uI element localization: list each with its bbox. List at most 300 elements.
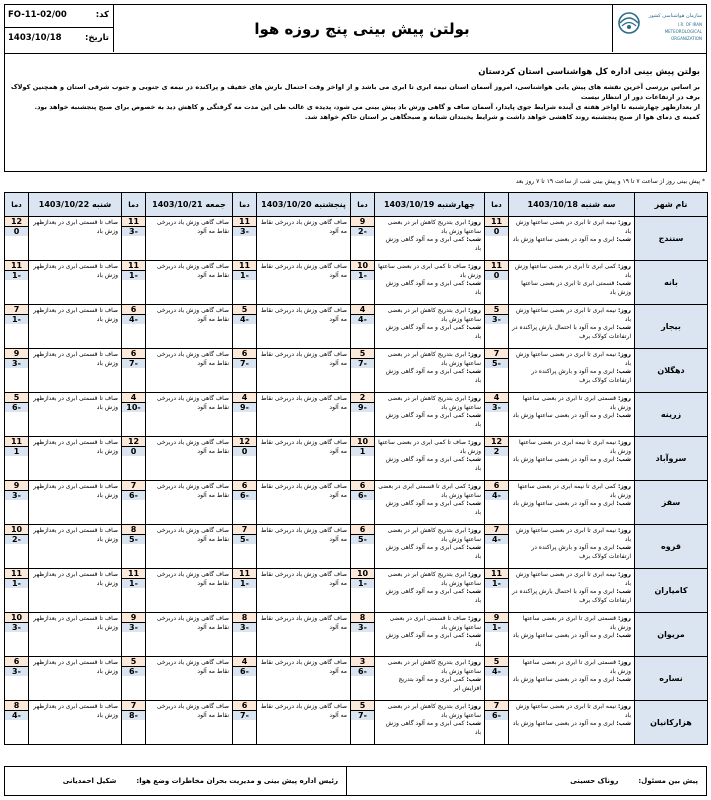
min-temp: -4 — [485, 491, 508, 500]
min-temp: -5 — [351, 535, 374, 544]
max-temp: 11 — [485, 261, 508, 271]
day-forecast-text: ابری بتدریج کاهش ابر در بعضی ساعتها وزش باد — [387, 527, 481, 543]
day-night-forecast — [509, 217, 635, 261]
day-forecast-text: قسمتی ابری تا ابری در بعضی ساعتها وزش باد — [522, 395, 631, 411]
night-forecast — [378, 500, 481, 517]
night-forecast-text: ابری و مه آلود در بعضی ساعتها وزش باد — [512, 236, 615, 243]
day-night-forecast — [375, 481, 485, 525]
min-temp: 0 — [122, 447, 145, 456]
night-label: شب: — [616, 676, 631, 683]
day-forecast — [378, 703, 481, 720]
max-temp: 7 — [485, 701, 508, 711]
temp-box — [351, 349, 374, 368]
day-forecast-text: صاف تا قسمتی ابری در بعضی ساعتها وزش باد — [389, 615, 481, 631]
temp-header: دما — [485, 193, 509, 217]
temp-cell — [122, 525, 146, 569]
day-forecast — [512, 703, 631, 720]
city-name: سنندج — [635, 217, 708, 261]
min-temp: -4 — [5, 711, 28, 720]
min-temp: -1 — [351, 271, 374, 280]
table-row — [5, 657, 708, 701]
forecast-text: صاف تا قسمتی ابری در بعدازظهر وزش باد — [29, 569, 122, 613]
night-forecast-text: ابری و مه آلود و بارش پراکنده در ارتفاعات کولاک برف — [531, 368, 631, 384]
max-temp: 11 — [5, 261, 28, 271]
max-temp: 11 — [5, 569, 28, 579]
max-temp: 9 — [485, 613, 508, 623]
min-temp: 0 — [5, 227, 28, 236]
temp-cell — [351, 613, 375, 657]
bulletin-page — [4, 4, 707, 796]
temp-cell — [5, 349, 29, 393]
max-temp: 4 — [233, 393, 256, 403]
day-header-thursday: پنجشنبه 1403/10/20 — [257, 193, 351, 217]
temp-cell — [233, 261, 257, 305]
intro-section — [4, 54, 707, 172]
night-forecast — [378, 280, 481, 297]
night-label: شب: — [616, 324, 631, 331]
temp-cell — [485, 657, 509, 701]
temp-box — [5, 305, 28, 324]
day-label: روز: — [467, 219, 481, 226]
day-forecast-text: ابری بتدریج کاهش ابر در بعضی ساعتها وزش باد — [387, 351, 481, 367]
min-temp: -7 — [233, 359, 256, 368]
min-temp: -1 — [485, 579, 508, 588]
temp-cell — [122, 349, 146, 393]
temp-cell — [122, 481, 146, 525]
temp-box — [5, 525, 28, 544]
night-label: شب: — [616, 236, 631, 243]
table-row — [5, 349, 708, 393]
forecast-text: صاف گاهی وزش باد دربرخی نقاط مه آلود — [146, 349, 233, 393]
forecast-table — [4, 192, 708, 745]
day-forecast — [378, 483, 481, 500]
day-forecast-text: کمی ابری تا ابری در بعضی ساعتها وزش باد — [514, 263, 631, 279]
day-night-forecast — [375, 525, 485, 569]
min-temp: -7 — [122, 359, 145, 368]
temp-cell — [485, 305, 509, 349]
temp-box — [233, 701, 256, 720]
table-row — [5, 305, 708, 349]
day-night-forecast — [509, 393, 635, 437]
night-forecast — [378, 544, 481, 561]
temp-cell — [233, 569, 257, 613]
day-forecast-text: ابری بتدریج کاهش ابر در بعضی ساعتها وزش باد — [387, 307, 481, 323]
department-head-name: شکیل احمدیانی — [62, 777, 117, 785]
table-row — [5, 261, 708, 305]
temp-box — [5, 217, 28, 236]
max-temp: 10 — [351, 437, 374, 447]
min-temp: -1 — [5, 579, 28, 588]
min-temp: -3 — [233, 227, 256, 236]
min-temp: 2 — [485, 447, 508, 456]
temp-cell — [122, 701, 146, 745]
day-forecast-text: نیمه ابری تا ابری در بعضی ساعتها وزش باد — [516, 571, 631, 587]
night-forecast — [378, 368, 481, 385]
night-label: شب: — [616, 368, 631, 375]
night-label: شب: — [466, 236, 481, 243]
temp-box — [485, 613, 508, 632]
max-temp: 11 — [485, 217, 508, 227]
day-forecast — [512, 395, 631, 412]
temp-cell — [351, 657, 375, 701]
night-label: شب: — [466, 544, 481, 551]
temp-cell — [122, 393, 146, 437]
night-forecast-text: کمی ابری و مه آلود گاهی وزش باد — [385, 368, 481, 384]
day-label: روز: — [467, 263, 481, 270]
day-night-forecast — [509, 657, 635, 701]
max-temp: 6 — [233, 701, 256, 711]
date-row — [4, 28, 113, 51]
forecast-text: صاف گاهی وزش باد دربرخی نقاط مه آلود — [257, 261, 351, 305]
table-row — [5, 613, 708, 657]
night-forecast-text: قسمتی ابری تا ابری در بعضی ساعتها وزش باد — [521, 280, 631, 296]
night-forecast — [512, 544, 631, 561]
temp-box — [122, 261, 145, 280]
night-forecast-text: کمی ابری و مه آلود گاهی وزش باد — [385, 280, 481, 296]
forecast-text: صاف تا قسمتی ابری در بعدازظهر وزش باد — [29, 305, 122, 349]
min-temp: -1 — [351, 579, 374, 588]
max-temp: 3 — [351, 657, 374, 667]
temp-box — [485, 657, 508, 676]
max-temp: 7 — [233, 525, 256, 535]
temp-cell — [233, 481, 257, 525]
min-temp: -4 — [233, 315, 256, 324]
day-night-forecast — [509, 481, 635, 525]
temp-header: دما — [5, 193, 29, 217]
temp-cell — [485, 393, 509, 437]
min-temp: -2 — [351, 227, 374, 236]
temp-cell — [485, 349, 509, 393]
day-forecast — [512, 615, 631, 632]
day-label: روز: — [617, 307, 631, 314]
temp-cell — [5, 525, 29, 569]
logo-en-line-2: METEOROLOGICAL — [664, 29, 702, 34]
min-temp: -6 — [351, 667, 374, 676]
day-label: روز: — [467, 659, 481, 666]
forecast-text: صاف گاهی وزش باد دربرخی نقاط مه آلود — [146, 569, 233, 613]
max-temp: 4 — [122, 393, 145, 403]
temp-box — [122, 701, 145, 720]
min-temp: -3 — [122, 623, 145, 632]
max-temp: 11 — [233, 261, 256, 271]
min-temp: -3 — [5, 623, 28, 632]
temp-box — [485, 217, 508, 236]
forecast-body — [5, 217, 708, 745]
temp-box — [351, 217, 374, 236]
night-forecast — [512, 456, 631, 465]
day-forecast — [512, 483, 631, 500]
forecast-text: صاف گاهی وزش باد دربرخی نقاط مه آلود — [146, 437, 233, 481]
day-header-saturday: شنبه 1403/10/22 — [29, 193, 122, 217]
max-temp: 6 — [5, 657, 28, 667]
temp-cell — [5, 657, 29, 701]
forecast-text: صاف گاهی وزش باد دربرخی نقاط مه آلود — [146, 657, 233, 701]
min-temp: -6 — [351, 491, 374, 500]
temp-cell — [351, 261, 375, 305]
night-forecast-text: ابری و مه آلود و بارش پراکنده در ارتفاعات کولاک برف — [531, 544, 631, 560]
max-temp: 9 — [5, 349, 28, 359]
temp-cell — [351, 525, 375, 569]
forecast-text: صاف گاهی وزش باد دربرخی نقاط مه آلود — [146, 701, 233, 745]
max-temp: 10 — [351, 569, 374, 579]
day-label: روز: — [617, 395, 631, 402]
max-temp: 5 — [5, 393, 28, 403]
forecast-text: صاف گاهی وزش باد دربرخی نقاط مه آلود — [146, 261, 233, 305]
min-temp: -2 — [5, 535, 28, 544]
page-title: بولتن پیش بینی پنج روزه هوا — [254, 19, 470, 38]
night-forecast — [512, 368, 631, 385]
temp-box — [122, 217, 145, 236]
day-label: روز: — [617, 219, 631, 226]
day-forecast — [378, 219, 481, 236]
night-forecast-text: ابری و مه آلود در بعضی ساعتها وزش باد — [512, 632, 615, 639]
min-temp: -6 — [485, 711, 508, 720]
day-header-tuesday: سه شنبه 1403/10/18 — [509, 193, 635, 217]
temp-box — [5, 613, 28, 632]
night-label: شب: — [466, 280, 481, 287]
temp-header: دما — [233, 193, 257, 217]
min-temp: -3 — [485, 403, 508, 412]
night-forecast — [512, 588, 631, 605]
temp-cell — [122, 613, 146, 657]
day-night-forecast — [375, 569, 485, 613]
day-forecast-text: ابری بتدریج کاهش ابر در بعضی ساعتها وزش باد — [387, 703, 481, 719]
min-temp: 0 — [485, 227, 508, 236]
day-label: روز: — [617, 351, 631, 358]
day-label: روز: — [617, 439, 631, 446]
temp-cell — [351, 569, 375, 613]
temp-box — [351, 437, 374, 456]
night-label: شب: — [616, 588, 631, 595]
logo-persian-name: سازمان هواشناسی کشور — [648, 13, 702, 19]
department-head-cell — [5, 767, 346, 795]
night-forecast — [512, 500, 631, 509]
max-temp: 6 — [351, 525, 374, 535]
temp-box — [485, 525, 508, 544]
night-forecast-text: کمی ابری و مه آلود گاهی وزش باد — [385, 456, 481, 472]
temp-cell — [485, 569, 509, 613]
max-temp: 12 — [233, 437, 256, 447]
day-forecast-text: نیمه ابری تا ابری در بعضی ساعتها وزش باد — [516, 351, 631, 367]
temp-cell — [122, 569, 146, 613]
temp-box — [485, 437, 508, 456]
day-forecast — [512, 659, 631, 676]
night-label: شب: — [466, 632, 481, 639]
forecast-text: صاف گاهی وزش باد دربرخی نقاط مه آلود — [146, 217, 233, 261]
min-temp: -3 — [233, 623, 256, 632]
night-forecast-text: ابری و مه آلود با احتمال بارش پراکنده در ارتفاعات کولاک برف — [511, 324, 631, 340]
max-temp: 10 — [5, 525, 28, 535]
day-label: روز: — [617, 527, 631, 534]
logo-en-line-3: ORGANIZATION — [671, 36, 702, 41]
temp-cell — [351, 305, 375, 349]
bulletin-header — [4, 4, 707, 54]
temp-cell — [233, 657, 257, 701]
date-label: تاریخ: — [85, 33, 109, 43]
day-forecast — [512, 219, 631, 236]
temp-box — [233, 393, 256, 412]
night-forecast — [378, 676, 481, 693]
max-temp: 12 — [122, 437, 145, 447]
temp-cell — [351, 217, 375, 261]
day-label: روز: — [467, 351, 481, 358]
day-label: روز: — [467, 703, 481, 710]
document-meta — [5, 5, 114, 52]
date-value: 1403/10/18 — [8, 33, 62, 43]
day-label: روز: — [467, 571, 481, 578]
day-night-forecast — [509, 437, 635, 481]
day-night-forecast — [375, 613, 485, 657]
meteorological-logo-icon — [616, 11, 642, 35]
temp-box — [5, 481, 28, 500]
night-forecast-text: کمی ابری و مه آلود گاهی وزش باد — [385, 720, 481, 736]
temp-box — [122, 525, 145, 544]
code-row — [4, 5, 113, 28]
day-forecast — [378, 439, 481, 456]
temp-box — [233, 481, 256, 500]
temp-box — [5, 569, 28, 588]
temp-cell — [233, 217, 257, 261]
day-forecast — [512, 439, 631, 456]
night-label: شب: — [616, 720, 631, 727]
night-label: شب: — [466, 720, 481, 727]
min-temp: -1 — [122, 579, 145, 588]
max-temp: 9 — [5, 481, 28, 491]
forecast-text: صاف تا قسمتی ابری در بعدازظهر وزش باد — [29, 525, 122, 569]
day-label: روز: — [467, 527, 481, 534]
temp-cell — [233, 393, 257, 437]
min-temp: -6 — [5, 403, 28, 412]
temp-box — [485, 701, 508, 720]
temp-header: دما — [351, 193, 375, 217]
night-label: شب: — [466, 500, 481, 507]
night-forecast — [512, 280, 631, 297]
temp-cell — [485, 437, 509, 481]
night-forecast-text: ابری و مه آلود در بعضی ساعتها وزش باد — [512, 720, 615, 727]
temp-cell — [5, 217, 29, 261]
min-temp: -6 — [233, 491, 256, 500]
temp-cell — [351, 481, 375, 525]
min-temp: -6 — [122, 667, 145, 676]
temp-cell — [233, 701, 257, 745]
temp-cell — [485, 701, 509, 745]
day-forecast-text: کمی ابری تا نیمه ابری در بعضی ساعتها وزش باد — [517, 483, 631, 499]
min-temp: 1 — [5, 447, 28, 456]
max-temp: 4 — [351, 305, 374, 315]
temp-cell — [5, 613, 29, 657]
forecast-text: صاف گاهی وزش باد دربرخی نقاط مه آلود — [146, 305, 233, 349]
max-temp: 6 — [122, 349, 145, 359]
temp-cell — [485, 261, 509, 305]
day-forecast — [512, 571, 631, 588]
night-forecast-text: کمی ابری و مه آلود گاهی وزش باد — [385, 544, 481, 560]
day-label: روز: — [467, 615, 481, 622]
day-forecast — [378, 571, 481, 588]
temp-header: دما — [122, 193, 146, 217]
night-forecast — [378, 456, 481, 473]
temp-cell — [5, 393, 29, 437]
city-name: نساره — [635, 657, 708, 701]
min-temp: -3 — [351, 623, 374, 632]
day-label: روز: — [617, 659, 631, 666]
temp-box — [5, 701, 28, 720]
forecast-text: صاف گاهی وزش باد دربرخی نقاط مه آلود — [257, 569, 351, 613]
forecast-text: صاف گاهی وزش باد دربرخی نقاط مه آلود — [146, 393, 233, 437]
temp-cell — [351, 393, 375, 437]
forecast-text: صاف گاهی وزش باد دربرخی نقاط مه آلود — [257, 393, 351, 437]
night-label: شب: — [616, 500, 631, 507]
temp-box — [122, 613, 145, 632]
table-row — [5, 437, 708, 481]
min-temp: -4 — [351, 315, 374, 324]
temp-box — [485, 569, 508, 588]
city-name: مریوان — [635, 613, 708, 657]
forecast-text: صاف گاهی وزش باد دربرخی نقاط مه آلود — [257, 349, 351, 393]
temp-cell — [5, 569, 29, 613]
intro-heading: بولتن پیش بینی اداره کل هواشناسی استان کردستان — [478, 67, 700, 77]
time-range-note: * پیش بینی روز از ساعت ۷ تا ۱۹ و پیش بینی شب از ساعت ۱۹ تا ۷ روز بعد — [515, 178, 705, 185]
forecast-text: صاف گاهی وزش باد دربرخی نقاط مه آلود — [146, 525, 233, 569]
temp-cell — [122, 217, 146, 261]
city-name: زرینه — [635, 393, 708, 437]
max-temp: 7 — [485, 349, 508, 359]
night-forecast-text: ابری و مه آلود در بعضی ساعتها وزش باد — [512, 676, 615, 683]
forecast-text: صاف تا قسمتی ابری در بعدازظهر وزش باد — [29, 701, 122, 745]
max-temp: 11 — [122, 261, 145, 271]
max-temp: 8 — [122, 525, 145, 535]
min-temp: -1 — [5, 271, 28, 280]
bulletin-footer — [4, 766, 707, 796]
day-forecast-text: صاف تا کمی ابری در بعضی ساعتها وزش باد — [378, 439, 481, 455]
temp-box — [5, 657, 28, 676]
table-row — [5, 481, 708, 525]
day-forecast-text: قسمتی ابری تا ابری در بعضی ساعتها وزش باد — [522, 659, 631, 675]
department-head-label: رئیس اداره پیش بینی و مدیریت بحران مخاطرات وضع هوا: — [136, 777, 338, 785]
day-night-forecast — [375, 261, 485, 305]
temp-box — [485, 481, 508, 500]
temp-box — [122, 305, 145, 324]
table-row — [5, 569, 708, 613]
table-row — [5, 525, 708, 569]
day-night-forecast — [375, 305, 485, 349]
temp-box — [233, 217, 256, 236]
temp-box — [5, 393, 28, 412]
temp-box — [485, 349, 508, 368]
day-label: روز: — [467, 307, 481, 314]
min-temp: -3 — [5, 667, 28, 676]
night-forecast — [512, 632, 631, 641]
forecaster-cell — [346, 767, 706, 795]
day-night-forecast — [375, 393, 485, 437]
forecaster-name: روناک حسینی — [570, 777, 619, 785]
day-forecast-text: نیمه ابری تا ابری در بعضی ساعتها وزش باد — [516, 307, 631, 323]
intro-paragraph-1: بر اساس بررسی آخرین نقشه های پیش یابی هواشناسی، امروز آسمان استان نیمه ابری تا ابری می باشد و از اواخر وقت احتمال بارش های خفیف و پراکنده در نیمه ی جنوبی و جنوب شرقی استان و همچنین کولاک برف در ارتفاعات دور از انتظار نیست — [11, 83, 700, 101]
table-row — [5, 217, 708, 261]
temp-cell — [5, 481, 29, 525]
temp-box — [233, 657, 256, 676]
min-temp: -9 — [233, 403, 256, 412]
min-temp: -7 — [233, 711, 256, 720]
temp-box — [122, 657, 145, 676]
temp-box — [351, 481, 374, 500]
organization-logo — [612, 5, 706, 52]
city-name: هزارکانیان — [635, 701, 708, 745]
min-temp: -7 — [351, 359, 374, 368]
day-label: روز: — [617, 571, 631, 578]
forecast-text: صاف گاهی وزش باد دربرخی نقاط مه آلود — [257, 217, 351, 261]
forecast-text: صاف گاهی وزش باد دربرخی نقاط مه آلود — [257, 437, 351, 481]
max-temp: 6 — [233, 481, 256, 491]
